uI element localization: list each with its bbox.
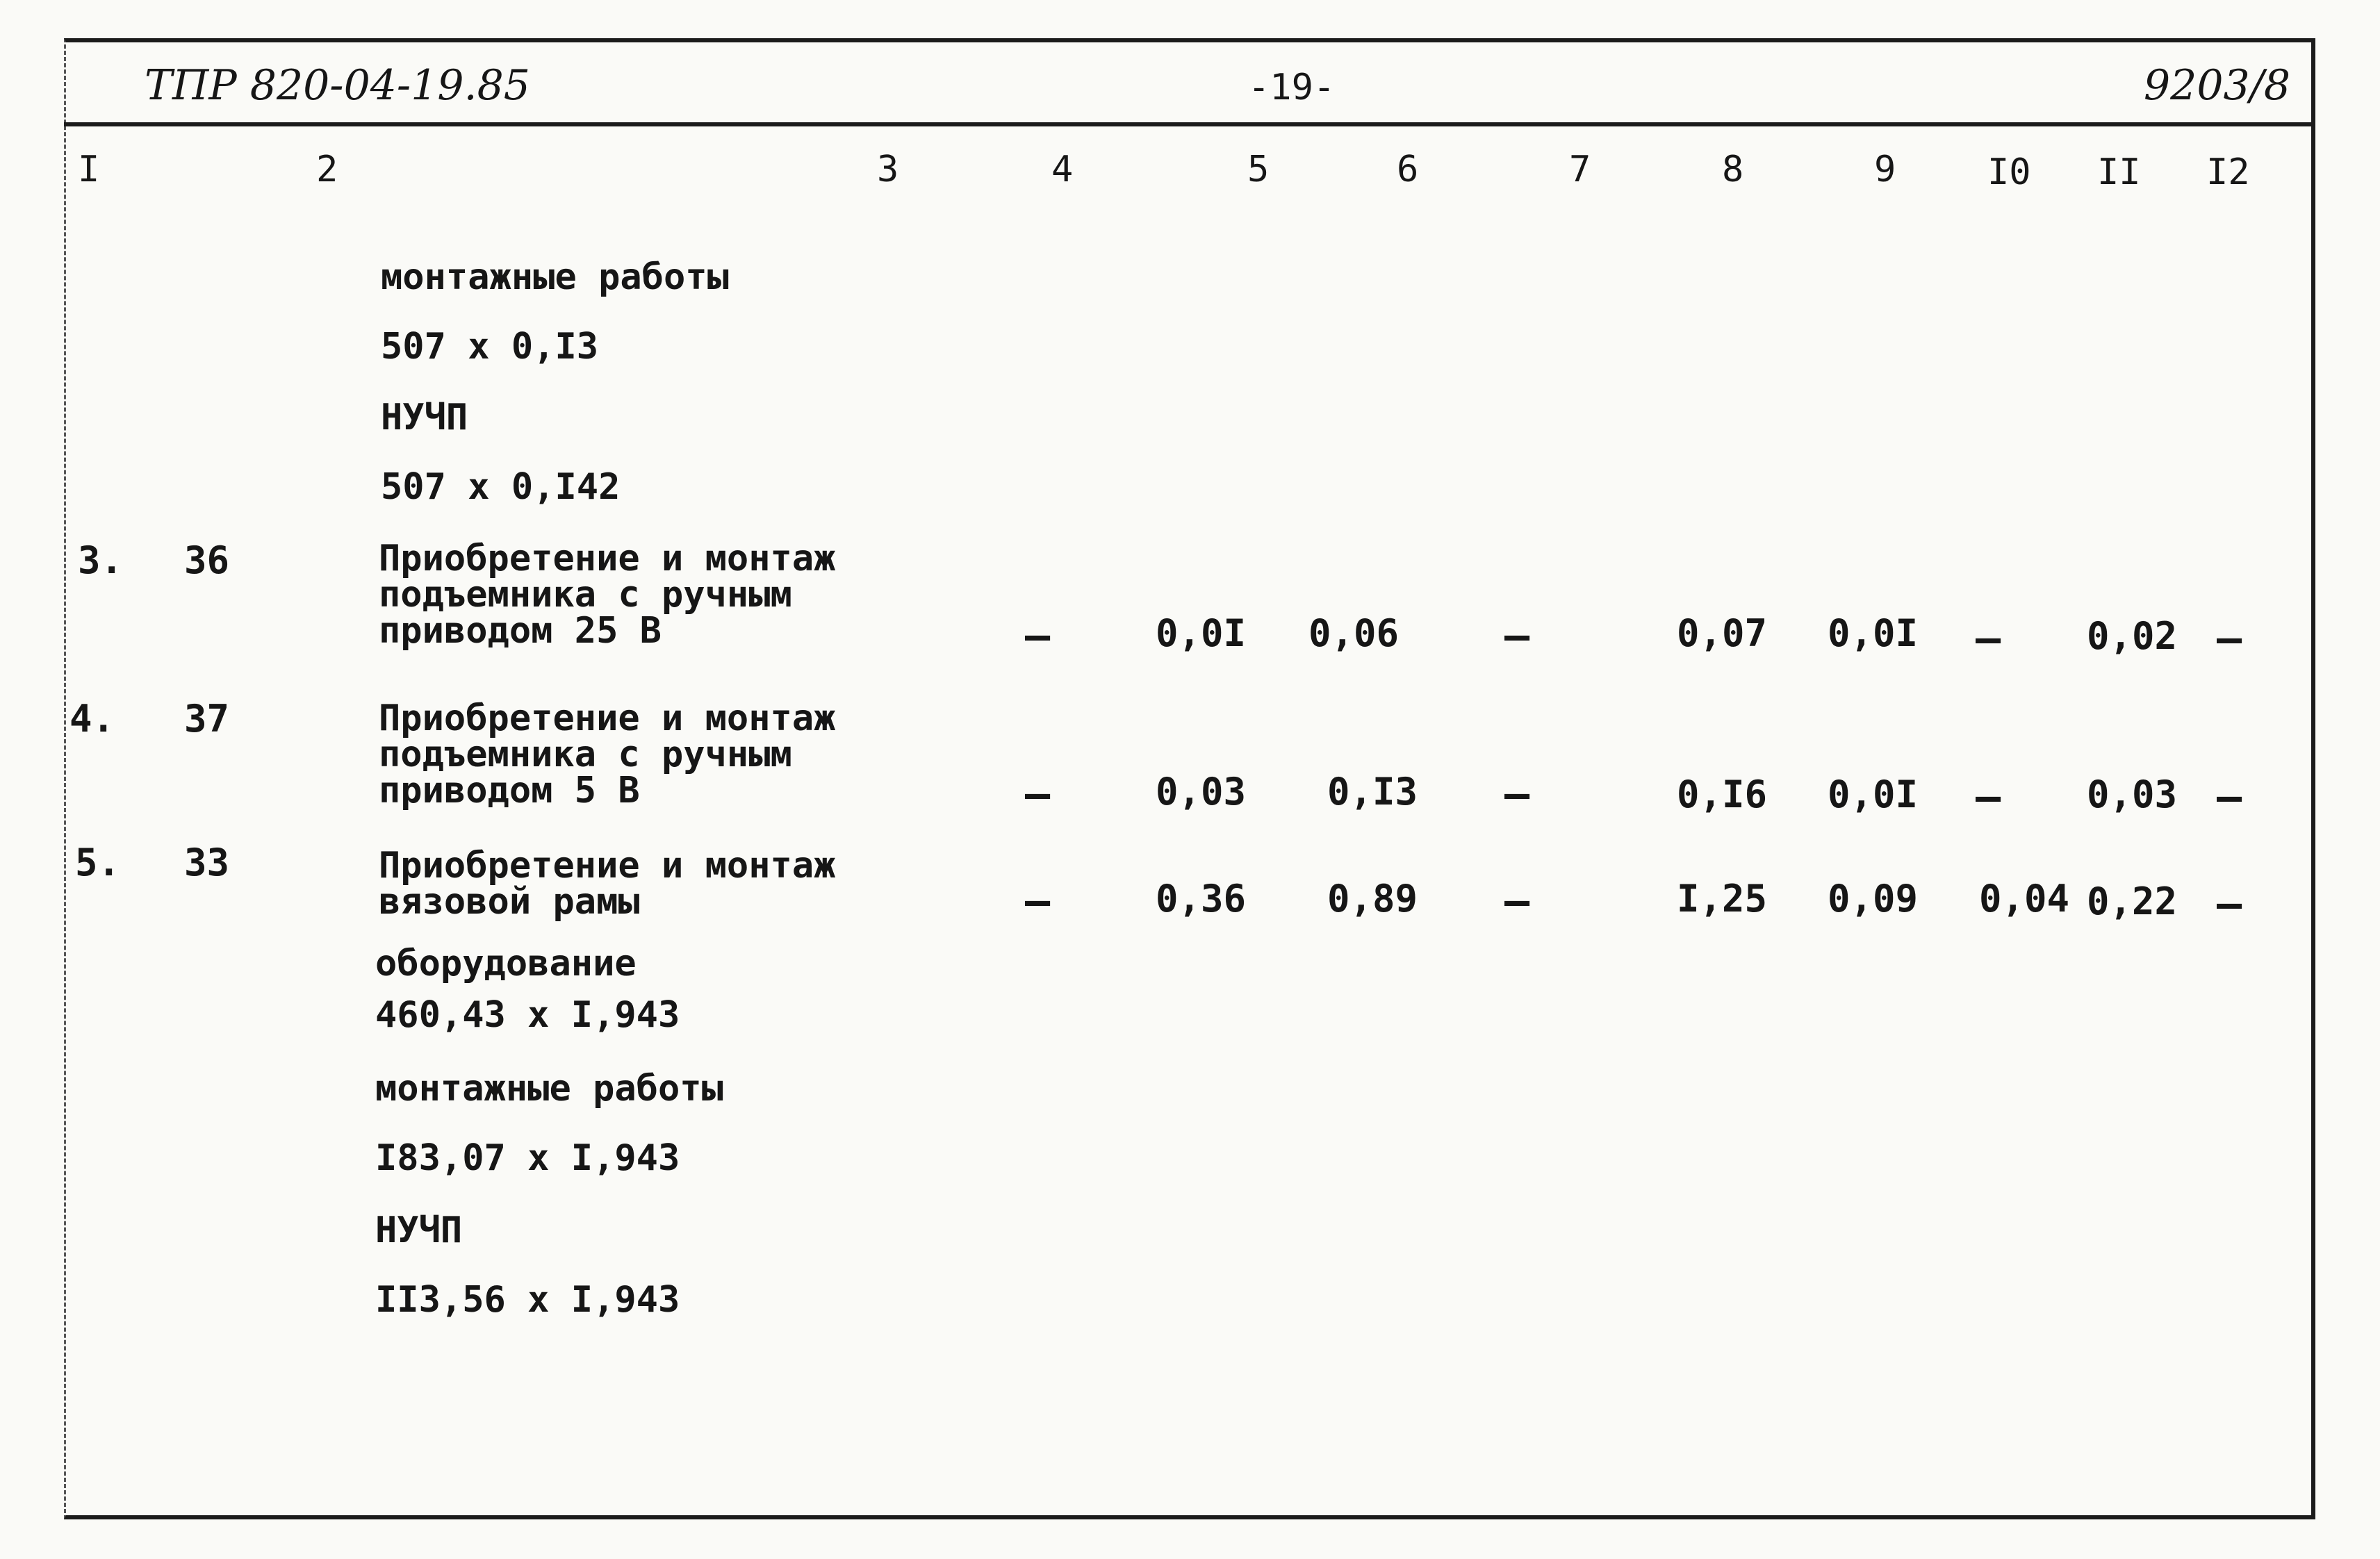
cell-c10: – — [1976, 614, 2001, 663]
text-line: оборудование — [375, 943, 637, 984]
cell-c4: – — [1025, 611, 1051, 660]
column-number: 4 — [1051, 149, 1074, 190]
doc-code: ТПР 820-04-19.85 — [145, 61, 530, 110]
cell-c8: I,25 — [1677, 877, 1768, 921]
column-number: 5 — [1247, 149, 1270, 190]
column-number: 8 — [1722, 149, 1744, 190]
cell-c8: 0,07 — [1677, 611, 1768, 655]
column-number: I2 — [2206, 151, 2250, 193]
cell-c4: – — [1025, 770, 1051, 818]
row-code: 37 — [184, 697, 230, 741]
text-line: монтажные работы — [375, 1068, 723, 1110]
column-number: 2 — [316, 149, 338, 190]
row-description: Приобретение и монтаж вязовой рамы — [379, 845, 836, 923]
text-line: НУЧП — [381, 397, 468, 438]
cell-c7: – — [1504, 611, 1530, 660]
row-description: Приобретение и монтаж подъемника с ручным приводом 5 В — [379, 698, 836, 811]
text-line: НУЧП — [375, 1210, 463, 1251]
cell-c12: – — [2217, 614, 2242, 663]
row-code: 36 — [184, 538, 230, 582]
text-line: II3,56 x I,943 — [375, 1279, 680, 1321]
text-line: 507 x 0,I42 — [381, 466, 621, 508]
cell-c11: 0,03 — [2087, 773, 2178, 816]
row-number: 4. — [69, 697, 115, 741]
cell-c5: 0,03 — [1156, 770, 1247, 814]
row-number: 5. — [75, 841, 121, 884]
cell-c12: – — [2217, 773, 2242, 821]
cell-c4: – — [1025, 877, 1051, 925]
column-number: 6 — [1397, 149, 1419, 190]
cell-c6: 0,I3 — [1327, 770, 1418, 814]
row-description: Приобретение и монтаж подъемника с ручным приводом 25 В — [379, 538, 836, 652]
cell-c7: – — [1504, 770, 1530, 818]
page-number: -19- — [1248, 67, 1336, 108]
cell-c8: 0,I6 — [1677, 773, 1768, 816]
row-code: 33 — [184, 841, 230, 884]
cell-c11: 0,22 — [2087, 880, 2178, 923]
cell-c6: 0,89 — [1327, 877, 1418, 921]
column-number: 9 — [1874, 149, 1896, 190]
header-rule — [64, 122, 2315, 126]
column-number: 7 — [1569, 149, 1591, 190]
cell-c5: 0,0I — [1156, 611, 1247, 655]
cell-c9: 0,09 — [1828, 877, 1919, 921]
column-number: I — [78, 149, 100, 190]
sheet-code: 9203/8 — [2144, 61, 2291, 110]
cell-c5: 0,36 — [1156, 877, 1247, 921]
text-line: I83,07 x I,943 — [375, 1137, 680, 1179]
cell-c9: 0,0I — [1828, 611, 1919, 655]
cell-c9: 0,0I — [1828, 773, 1919, 816]
column-number: II — [2097, 151, 2141, 193]
cell-c6: 0,06 — [1308, 611, 1400, 655]
row-number: 3. — [78, 538, 124, 582]
column-number: I0 — [1987, 151, 2031, 193]
cell-c7: – — [1504, 877, 1530, 925]
text-line: монтажные работы — [381, 256, 729, 298]
cell-c12: – — [2217, 880, 2242, 928]
text-line: 507 x 0,I3 — [381, 326, 599, 368]
cell-c10: – — [1976, 773, 2001, 821]
cell-c10: 0,04 — [1979, 877, 2070, 921]
column-number: 3 — [877, 149, 899, 190]
cell-c11: 0,02 — [2087, 614, 2178, 658]
text-line: 460,43 x I,943 — [375, 994, 680, 1036]
